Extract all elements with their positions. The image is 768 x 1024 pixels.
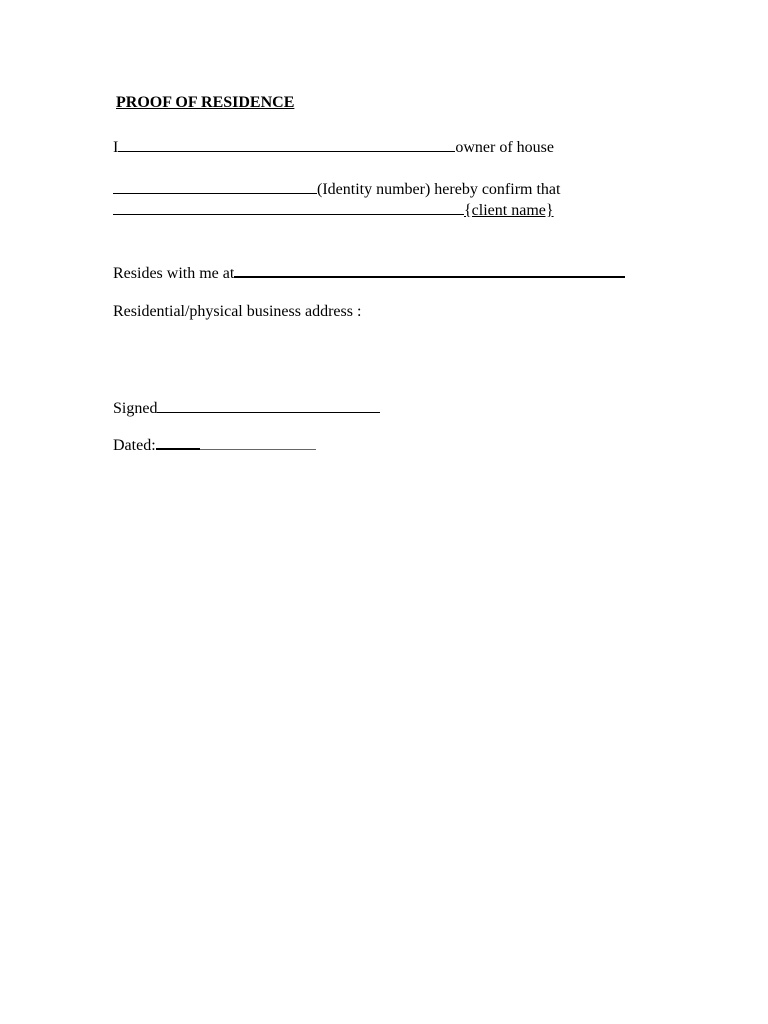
owner-name-blank[interactable] bbox=[118, 136, 455, 152]
signed-label: Signed bbox=[113, 400, 158, 417]
dated-line bbox=[113, 433, 316, 456]
owner-prefix: I bbox=[113, 139, 119, 156]
signed-line bbox=[113, 397, 380, 419]
identity-line bbox=[113, 178, 560, 200]
date-blank-part2[interactable] bbox=[200, 434, 316, 450]
owner-line bbox=[113, 136, 554, 158]
dated-label: Dated: bbox=[113, 437, 156, 454]
title-text: PROOF OF RESIDENCE bbox=[116, 94, 295, 111]
client-name-line bbox=[113, 199, 554, 221]
client-name-blank[interactable] bbox=[113, 199, 464, 215]
document-title bbox=[116, 93, 294, 113]
address-label: Residential/physical business address : bbox=[113, 303, 362, 320]
identity-number-blank[interactable] bbox=[113, 178, 317, 194]
client-name-suffix: {client name} bbox=[464, 202, 554, 219]
resides-address-blank[interactable] bbox=[234, 261, 625, 278]
resides-prefix: Resides with me at bbox=[113, 265, 235, 282]
address-line bbox=[113, 302, 361, 322]
identity-suffix: (Identity number) hereby confirm that bbox=[317, 181, 561, 198]
owner-suffix: owner of house bbox=[455, 139, 554, 156]
date-blank-part1[interactable] bbox=[156, 433, 200, 450]
resides-line bbox=[113, 261, 625, 284]
signature-blank[interactable] bbox=[157, 397, 380, 413]
